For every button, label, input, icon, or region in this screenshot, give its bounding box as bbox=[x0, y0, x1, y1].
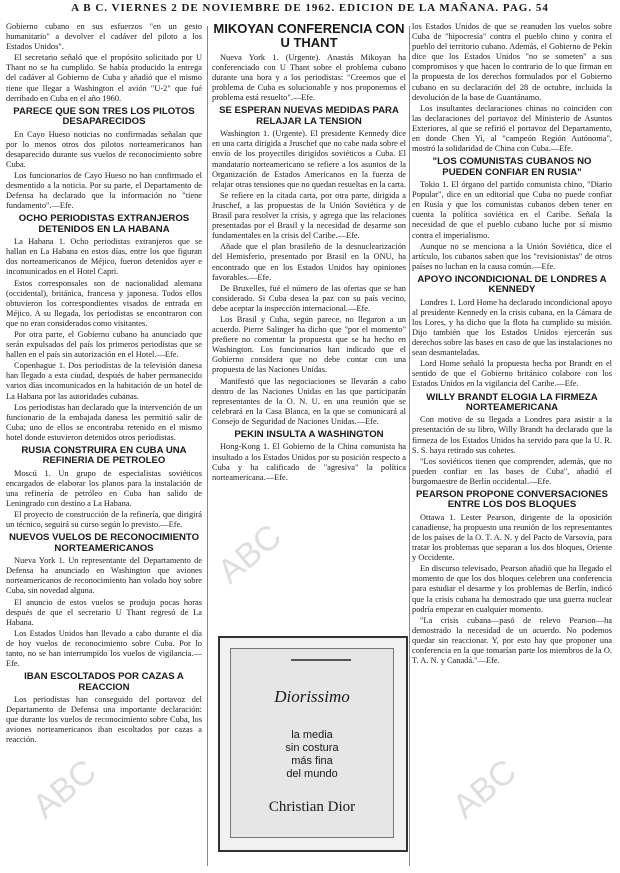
article-paragraph: Los insultantes declaraciones chinas no coinciden con las declaraciones del portavoz del Ministerio de Asuntos Exteriores, al que se refirió el portavoz del Departamento, en donde Chen Yi, al "campeón Región Autónoma", mostró la solidaridad de China con Cuba.—Efe. bbox=[412, 103, 612, 154]
article-headline: "LOS COMUNISTAS CUBANOS NO PUEDEN CONFIAR EN RUSIA" bbox=[432, 156, 592, 178]
watermark: ABC bbox=[210, 517, 289, 592]
article-paragraph: Moscú 1. Un grupo de especialistas soviéticos encargados de elaborar los planos para la instalación de una refinería de petróleo en Cuba han salido de Leningrado con destino a La Habana. bbox=[6, 468, 202, 509]
article-paragraph: Gobierno cubano en sus esfuerzos "en un gesto humanitario" a devolver el cadáver del piloto a los Estados Unidos". bbox=[6, 22, 202, 52]
column-right bbox=[412, 22, 612, 870]
article-headline: OCHO PERIODISTAS EXTRANJEROS DETENIDOS EN LA HABANA bbox=[18, 213, 190, 235]
article-paragraph: Nueva York 1. Un representante del Departamento de Defensa ha anunciado en Washington que aviones norteamericanos de reconocimiento han volado hoy sobre Cuba, sin novedad alguna. bbox=[6, 556, 202, 596]
article-paragraph: Manifestó que las negociaciones se llevarán a cabo dentro de las Naciones Unidas en las que participarán representantes de la O. N. U. en una reunión que se celebrará en la Casa Blanca, en la que se comunicará al Consejo de Seguridad de Naciones Unidas.—Efe. bbox=[212, 376, 406, 426]
article-headline: WILLY BRANDT ELOGIA LA FIRMEZA NORTEAMERICANA bbox=[426, 391, 598, 413]
article-paragraph: Nueva York 1. (Urgente). Anastás Mikoyan ha conferenciado con U Thant sobre el problema cubano durante una hora y a los periodistas: "Creemos que el problema de Cuba es solucionable y nos proponemos el problema está resuelto".—Efe. bbox=[212, 53, 406, 103]
article-paragraph: Con motivo de su llegada a Londres para asistir a la presentación de su libro, Willy Brandt ha declarado que la firmeza de los Estados Unidos ha servido para que la U. R. S. S. haya retirado sus cohetes. bbox=[412, 415, 612, 455]
article-paragraph: Estos corresponsales son de nacionalidad alemana (occidental), británica, francesa y japonesa. Todos ellos obtuvieron los correspondientes visados de entrada en Méjico. A su llegada, los periodistas se encontraron con que no eran considerados como visitantes. bbox=[6, 278, 202, 328]
column-rule bbox=[409, 26, 410, 866]
ad-ornament bbox=[291, 649, 351, 661]
page-header: A B C. VIERNES 2 DE NOVIEMBRE DE 1962. EDICION DE LA MAÑANA. PAG. 54 bbox=[71, 2, 549, 14]
article-paragraph: Aunque no se menciona a la Unión Soviética, dice el artículo, los cubanos saben que los "revisionistas" de otros países no luchan en la causa común.—Efe. bbox=[412, 241, 612, 271]
column-rule bbox=[207, 26, 208, 866]
article-paragraph: Ottawa 1. Lester Pearson, dirigente de la oposición canadiense, ha propuesto una reunión de los representantes de los países de la O. T. A. N. y del Pacto de Varsovia, para tratar los problemas que separan a los dos bloques, Oriente y Occidente. bbox=[412, 512, 612, 563]
article-paragraph: Copenhague 1. Dos periodistas de la televisión danesa han llegado a esta ciudad, después de haber permanecido varios días incomunicados en la habitación de un hotel de La Habana por las autoridades cubanas. bbox=[6, 361, 202, 401]
article-paragraph: Tokio 1. El órgano del partido comunista chino, "Diario Popular", dice en un editorial que Cuba no puede confiar en Rusia y que los comunistas cubanos deben tener en cuenta la política soviética en el Caribe. Señala la necesidad de que el pueblo cubano luche por sí mismo contra el imperialismo. bbox=[412, 180, 612, 240]
article-headline: APOYO INCONDICIONAL DE LONDRES A KENNEDY bbox=[417, 273, 607, 296]
article-paragraph: Los periodistas han declarado que la intervención de un funcionario de la embajada danesa les permitió salir de Cuba; uno de ellos se encontraba retenido en el mismo hotel donde estuvieron detenidos otros periodistas. bbox=[6, 402, 202, 442]
ad-tagline-line: más fina bbox=[291, 755, 333, 767]
article-paragraph: El anuncio de estos vuelos se produjo pocas horas después de que el secretario U Thant regresó de La Habana. bbox=[6, 597, 202, 627]
article-paragraph: Se refiere en la citada carta, por otra parte, dirigida a Jruschef, a las propuestas de la Unión Soviética y de Brasil para resolver la crisis, y agrega que las relaciones presentadas por el Brasil y la necesidad de desarme son fundamentales en la crisis del Caribe.—Efe. bbox=[212, 190, 406, 241]
article-paragraph: Por otra parte, el Gobierno cubano ha anunciado que serán expulsados del país los primeros periodistas que se hallen en el país sin autorización en el Hotel.—Efe. bbox=[6, 329, 202, 360]
ad-tagline-line: del mundo bbox=[286, 768, 338, 780]
article-headline: IBAN ESCOLTADOS POR CAZAS A REACCION bbox=[24, 671, 184, 693]
article-headline: SE ESPERAN NUEVAS MEDIDAS PARA RELAJAR LA TENSION bbox=[219, 105, 399, 127]
article-headline: NUEVOS VUELOS DE RECONOCIMIENTO NORTEAMERICANOS bbox=[8, 532, 200, 554]
article-paragraph: En discurso televisado, Pearson añadió que ha llegado el momento de que los dos bloques celebren una conferencia para estudiar el desarme y los problemas de Berlín, indicó que la crisis cubana ha demostrado que una guerra nuclear podría empezar en cualquier momento. bbox=[412, 564, 612, 614]
column-left bbox=[6, 22, 202, 870]
watermark: ABC bbox=[445, 752, 524, 827]
article-paragraph: Los Brasil y Cuba, según parece, no llegaron a un acuerdo. Pierre Salinger ha dicho que "por el momento" prefiere no comentar la propuesta que se ha hecho en Washington. Los funcionarios han indicado que el Gobierno considera que no debe contar con una propuesta de las Naciones Unidas. bbox=[212, 314, 406, 375]
dior-advertisement bbox=[218, 636, 408, 852]
article-paragraph: El proyecto de construcción de la refinería, que dirigirá un técnico, seguirá su curso según lo previsto.—Efe. bbox=[6, 510, 202, 530]
article-paragraph: los Estados Unidos de que se reanuden los vuelos sobre Cuba de "hipocresía" contra el pueblo chino y contra el pueblo del territorio cubano. Además, el Gobierno de Pekín dice que los Estados Unidos "no se someten" a sus compromisos y que hacen lo contrario de lo que firman en la propuesta de los derechos formulados por el Gobierno cubano en su declaración del 28 de octubre, incluida la devolución de la base de Guantánamo. bbox=[412, 22, 612, 102]
article-paragraph: Añade que el plan brasileño de la desnuclearización del Hemisferio, presentado por Brasil en la ONU, ha encontrado que en los Estados Unidos hay opiniones favorables.—Efe. bbox=[212, 242, 406, 282]
article-paragraph: Los Estados Unidos han llevado a cabo durante el día de hoy vuelos de reconocimiento sobre Cuba. Por lo tanto, no se han interrumpido los vuelos de vigilancia.—Efe. bbox=[6, 628, 202, 669]
article-headline: PEKIN INSULTA A WASHINGTON bbox=[234, 429, 384, 440]
article-headline: PARECE QUE SON TRES LOS PILOTOS DESAPARECIDOS bbox=[13, 105, 195, 128]
article-paragraph: Londres 1. Lord Home ha declarado incondicional apoyo al presidente Kennedy en la crisis cubana, en la Cámara de los Lores, y ha dicho que la flota ha cumplido su misión. Dijo también que los Estados Unidos ejercerán sus derechos sobre las bases en caso de que las instalaciones no sean desmanteladas. bbox=[412, 297, 612, 358]
ad-product-name: Diorissimo bbox=[274, 687, 350, 706]
article-paragraph: Los periodistas han conseguido del portavoz del Departamento de Defensa una importante declaración: que durante los vuelos de reconocimiento sobre Cuba, los aviones norteamericanos iban escoltados por cazas a reacción. bbox=[6, 695, 202, 745]
watermark: ABC bbox=[25, 752, 104, 827]
ad-brand: Christian Dior bbox=[268, 799, 356, 815]
article-paragraph: De Bruxelles, fué el número de las ofertas que se han considerado. Si Cuba desea la paz con su país vecino, debe aceptar la inspección internacional.—Efe. bbox=[212, 283, 406, 313]
article-paragraph: En Cayo Hueso noticias no confirmadas señalan que por lo menos otros dos pilotos norteamericanos han desaparecido durante sus vuelos de reconocimiento sobre Cuba. bbox=[6, 129, 202, 169]
main-headline: MIKOYAN CONFERENCIA CON U THANT bbox=[213, 22, 405, 50]
article-headline: PEARSON PROPONE CONVERSACIONES ENTRE LOS DOS BLOQUES bbox=[416, 489, 608, 511]
article-paragraph: La Habana 1. Ocho periodistas extranjeros que se hallan en La Habana en estos días, entre los que figuran dos norteamericanos de Méjico, fueron detenidos ayer e incomunicados en el Hotel Capri. bbox=[6, 237, 202, 277]
ad-tagline bbox=[231, 729, 393, 781]
ad-frame bbox=[230, 648, 394, 838]
ad-tagline-line: sin costura bbox=[285, 742, 339, 754]
article-paragraph: Los funcionarios de Cayo Hueso no han confirmado el desmentido a la noticia. Por su parte, el Departamento de Defensa ha declarado que la información no "tiene fundamento".—Efe. bbox=[6, 170, 202, 211]
article-paragraph: Lord Home señaló la propuesta hecha por Brandt en el sentido de que el Gobierno británico colabore con los Estados Unidos en la vigilancia del Caribe.—Efe. bbox=[412, 359, 612, 389]
article-paragraph: "Los soviéticos tienen que comprender, además, que no pueden confiar en las bases de Cuba", añadió el burgomaestre de Berlín occidental.—Efe. bbox=[412, 456, 612, 486]
article-headline: RUSIA CONSTRUIRA EN CUBA UNA REFINERIA DE PETROLEO bbox=[21, 445, 187, 467]
ad-tagline-line: la media bbox=[291, 729, 333, 741]
article-paragraph: "La crisis cubana—pasó de relevo Pearson—ha demostrado la necesidad de un acuerdo. No podemos quedar sin reaccionar. Y, por esto hay que proponer una conferencia en la que tomarían parte los miembros de la O. T. A. N. y Canadá."—Efe. bbox=[412, 615, 612, 666]
article-paragraph: El secretario señaló que el propósito solicitado por U Thant no se ha cumplido. Se había producido la entrega del cadáver al Gobierno de Cuba y añadió que el mismo tiene que llegar a Washington el avión "U-2" que fué derribado en Cuba en el año 1960. bbox=[6, 53, 202, 103]
article-paragraph: Hong-Kong 1. El Gobierno de la China comunista ha insultado a los Estados Unidos por su posición respecto a Cuba y ha calificado de "agresiva" la política norteamericana.—Efe. bbox=[212, 442, 406, 482]
article-paragraph: Washington 1. (Urgente). El presidente Kennedy dice en una carta dirigida a Jruschef que no cabe nada sobre el envío de los proyectiles dirigidos soviéticos a Cuba. El mandatario norteamericano se refiere a los asuntos de la Organización de Estados Americanos en la fuerza de relajar otras tensiones que no quedan resueltas en la carta. bbox=[212, 129, 406, 189]
